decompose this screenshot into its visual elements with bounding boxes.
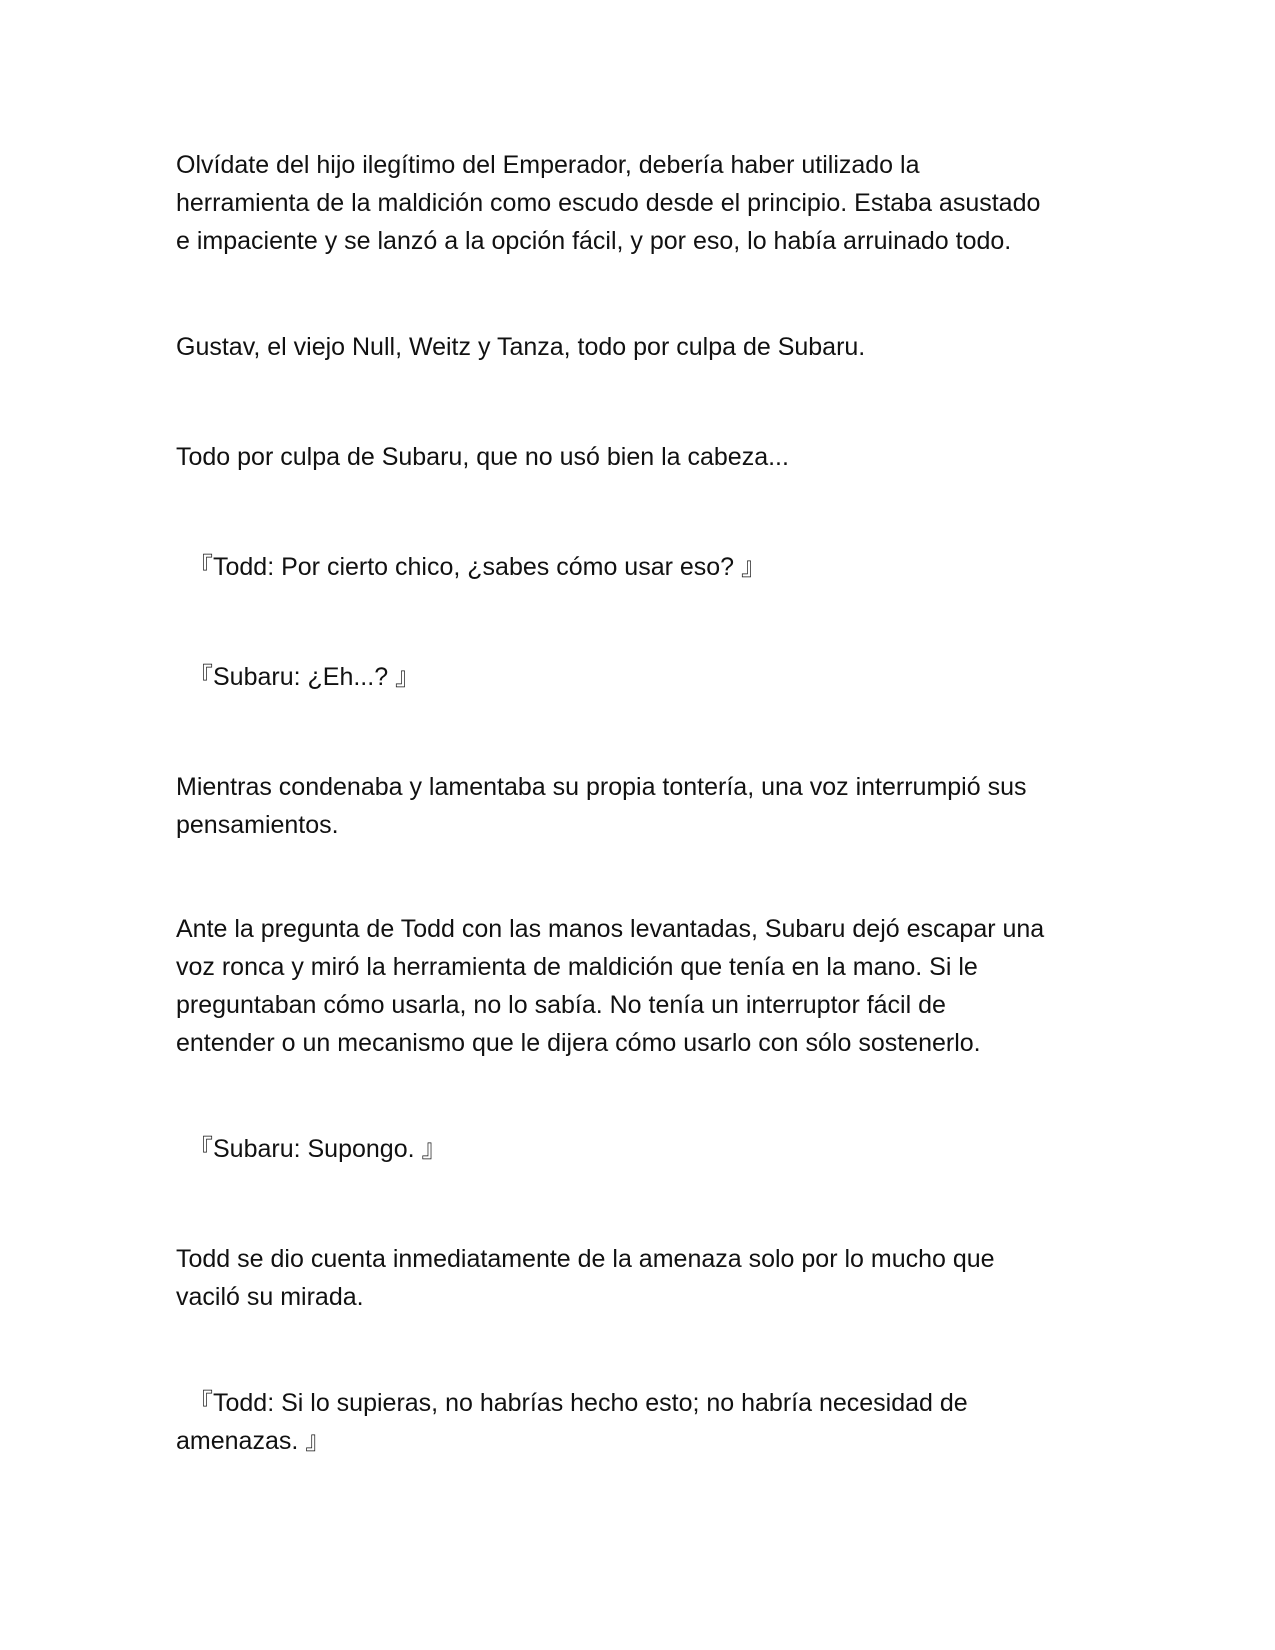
paragraph-7	[176, 910, 1111, 1062]
paragraph-2	[176, 328, 1111, 366]
text-line: 『Todd: Por cierto chico, ¿sabes cómo usar eso? 』	[188, 553, 767, 581]
paragraph-6	[176, 768, 1111, 844]
dialogue-todd-1	[176, 548, 1111, 586]
text-line: preguntaban cómo usarla, no lo sabía. No tenía un interruptor fácil de	[176, 991, 946, 1019]
paragraph-9	[176, 1240, 1111, 1316]
text-line: pensamientos.	[176, 811, 339, 839]
text-line: vaciló su mirada.	[176, 1283, 364, 1311]
paragraph-1	[176, 146, 1111, 260]
text-line: 『Subaru: ¿Eh...? 』	[188, 663, 421, 691]
text-line: Todo por culpa de Subaru, que no usó bien la cabeza...	[176, 443, 789, 471]
text-line: Gustav, el viejo Null, Weitz y Tanza, todo por culpa de Subaru.	[176, 333, 866, 361]
paragraph-3	[176, 438, 1111, 476]
text-line: amenazas. 』	[176, 1427, 331, 1455]
dialogue-subaru-2	[176, 1130, 1111, 1168]
text-line: Todd se dio cuenta inmediatamente de la amenaza solo por lo mucho que	[176, 1245, 995, 1273]
text-line: Mientras condenaba y lamentaba su propia tontería, una voz interrumpió sus	[176, 773, 1027, 801]
text-line: voz ronca y miró la herramienta de maldición que tenía en la mano. Si le	[176, 953, 978, 981]
text-line: entender o un mecanismo que le dijera cómo usarlo con sólo sostenerlo.	[176, 1029, 981, 1057]
dialogue-todd-2	[176, 1384, 1111, 1460]
document-body	[176, 146, 1111, 1460]
dialogue-subaru-1	[176, 658, 1111, 696]
text-line: herramienta de la maldición como escudo desde el principio. Estaba asustado	[176, 189, 1041, 217]
text-line: 『Subaru: Supongo. 』	[188, 1135, 447, 1163]
text-line: e impaciente y se lanzó a la opción fácil, y por eso, lo había arruinado todo.	[176, 227, 1012, 255]
text-line: Ante la pregunta de Todd con las manos levantadas, Subaru dejó escapar una	[176, 915, 1045, 943]
text-line: 『Todd: Si lo supieras, no habrías hecho esto; no habría necesidad de	[188, 1389, 968, 1417]
text-line: Olvídate del hijo ilegítimo del Emperador, debería haber utilizado la	[176, 151, 920, 179]
